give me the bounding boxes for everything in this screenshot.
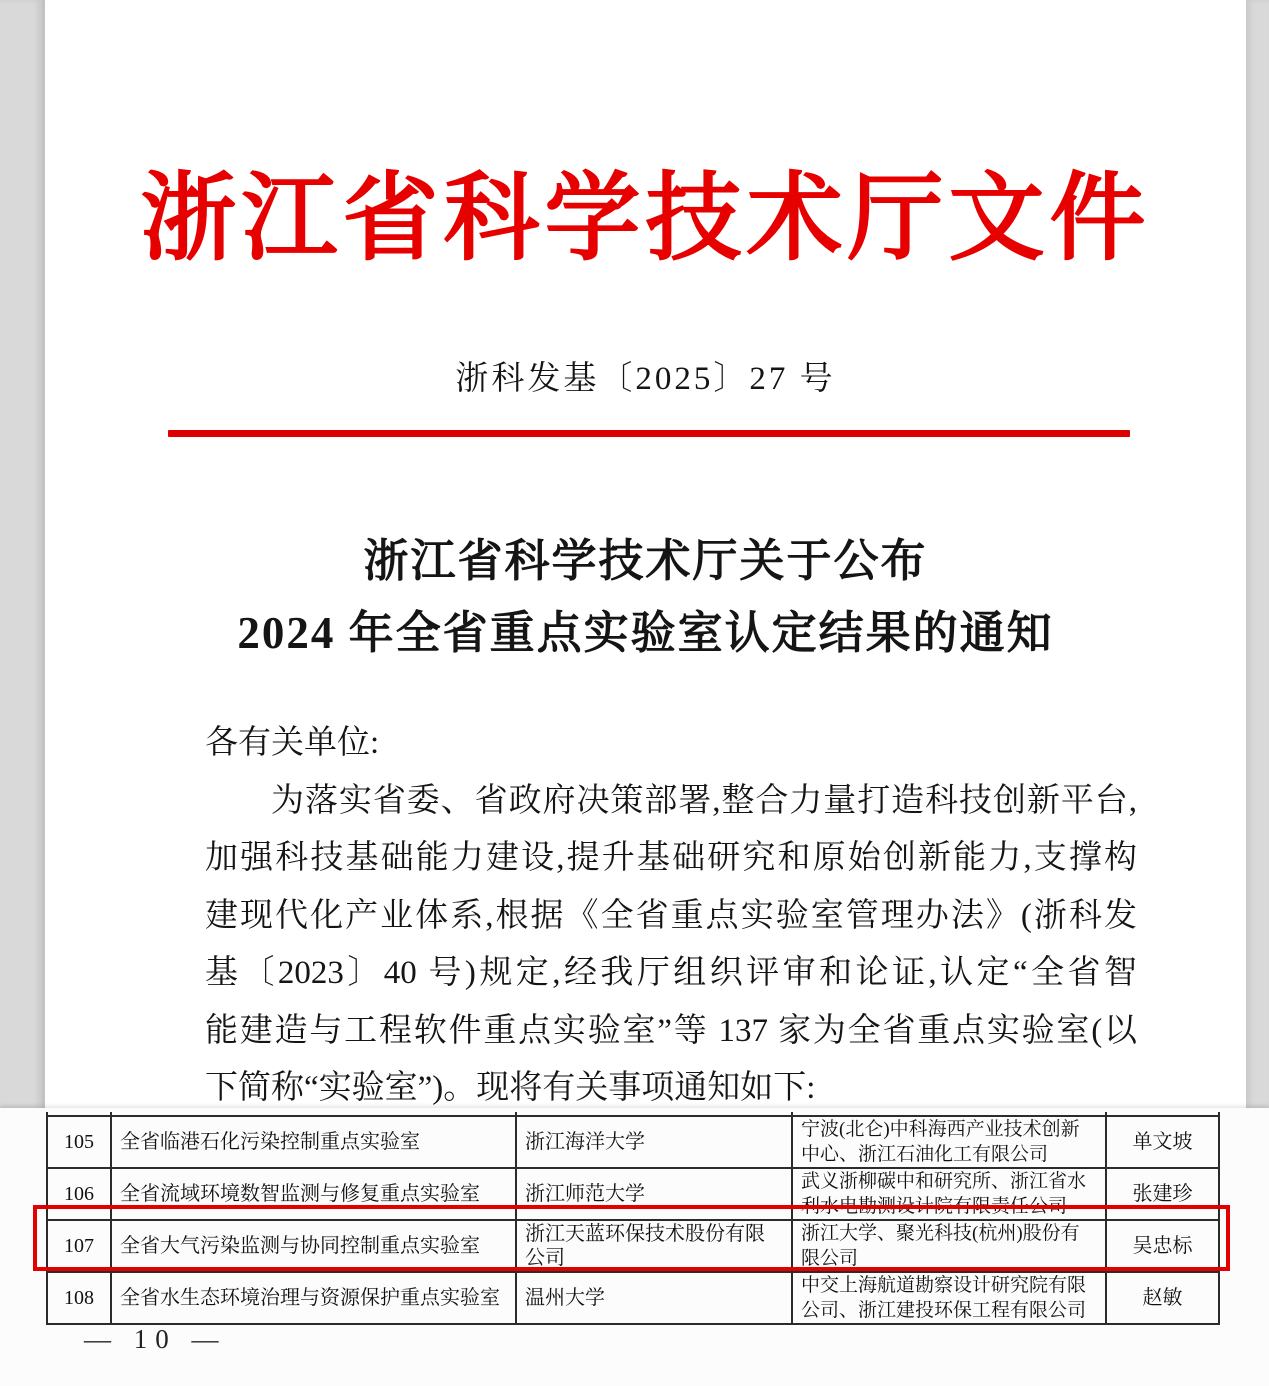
row-number-cell: 105: [47, 1116, 111, 1168]
letterhead-title: 浙江省科学技术厅文件: [140, 165, 1151, 272]
body-line: 能建造与工程软件重点实验室”等 137 家为全省重点实验室(以: [205, 1013, 1137, 1049]
director-cell: 单文坡: [1106, 1116, 1219, 1168]
body-line: 建现代化产业体系,根据《全省重点实验室管理办法》(浙科发: [205, 898, 1137, 934]
notice-title-line1: 浙江省科学技术厅关于公布: [363, 536, 928, 586]
partner-units-cell: 武义浙柳碳中和研究所、浙江省水利水电勘测设计院有限责任公司: [792, 1168, 1106, 1220]
page-number: — 10 —: [84, 1324, 227, 1354]
row-number-cell: 108: [47, 1272, 111, 1324]
body-line: 下简称“实验室”)。现将有关事项通知如下:: [205, 1070, 816, 1106]
document-number: 浙科发基〔2025〕27 号: [455, 361, 836, 397]
partner-units-cell: 浙江大学、聚光科技(杭州)股份有限公司: [792, 1220, 1106, 1272]
letter-page: [45, 0, 1246, 1108]
partner-units-cell: 中交上海航道勘察设计研究院有限公司、浙江建投环保工程有限公司: [792, 1272, 1106, 1324]
lab-name-cell: 全省流域环境数智监测与修复重点实验室: [111, 1168, 516, 1220]
lab-name-cell: 全省临港石化污染控制重点实验室: [111, 1116, 516, 1168]
salutation: 各有关单位:: [205, 725, 380, 761]
director-cell: 张建珍: [1106, 1168, 1219, 1220]
table-row: [47, 1272, 1219, 1324]
lab-name-cell: 全省水生态环境治理与资源保护重点实验室: [111, 1272, 516, 1324]
notice-title-line2: 2024 年全省重点实验室认定结果的通知: [237, 608, 1054, 658]
body-line: 为落实省委、省政府决策部署,整合力量打造科技创新平台,: [271, 783, 1137, 819]
host-unit-cell: 浙江海洋大学: [516, 1116, 792, 1168]
row-107-highlight-box: [33, 1205, 1230, 1271]
lab-results-table-section: [0, 1108, 1269, 1386]
host-unit-cell: 浙江师范大学: [516, 1168, 792, 1220]
partner-units-cell: 宁波(北仑)中科海西产业技术创新中心、浙江石油化工有限公司: [792, 1116, 1106, 1168]
body-line: 加强科技基础能力建设,提升基础研究和原始创新能力,支撑构: [205, 840, 1137, 876]
scan-margin-right: [1244, 0, 1269, 1108]
host-unit-cell: 温州大学: [516, 1272, 792, 1324]
director-cell: 吴忠标: [1106, 1220, 1219, 1272]
lab-name-cell: 全省大气污染监测与协同控制重点实验室: [111, 1220, 516, 1272]
director-cell: 赵敏: [1106, 1272, 1219, 1324]
table-row: [47, 1116, 1219, 1168]
scan-margin-left: [0, 0, 45, 1108]
row-number-cell: 106: [47, 1168, 111, 1220]
row-number-cell: 107: [47, 1220, 111, 1272]
host-unit-cell: 浙江天蓝环保技术股份有限公司: [516, 1220, 792, 1272]
body-line: 基〔2023〕40 号)规定,经我厅组织评审和论证,认定“全省智: [205, 955, 1137, 991]
letterhead-red-rule: [168, 430, 1130, 437]
